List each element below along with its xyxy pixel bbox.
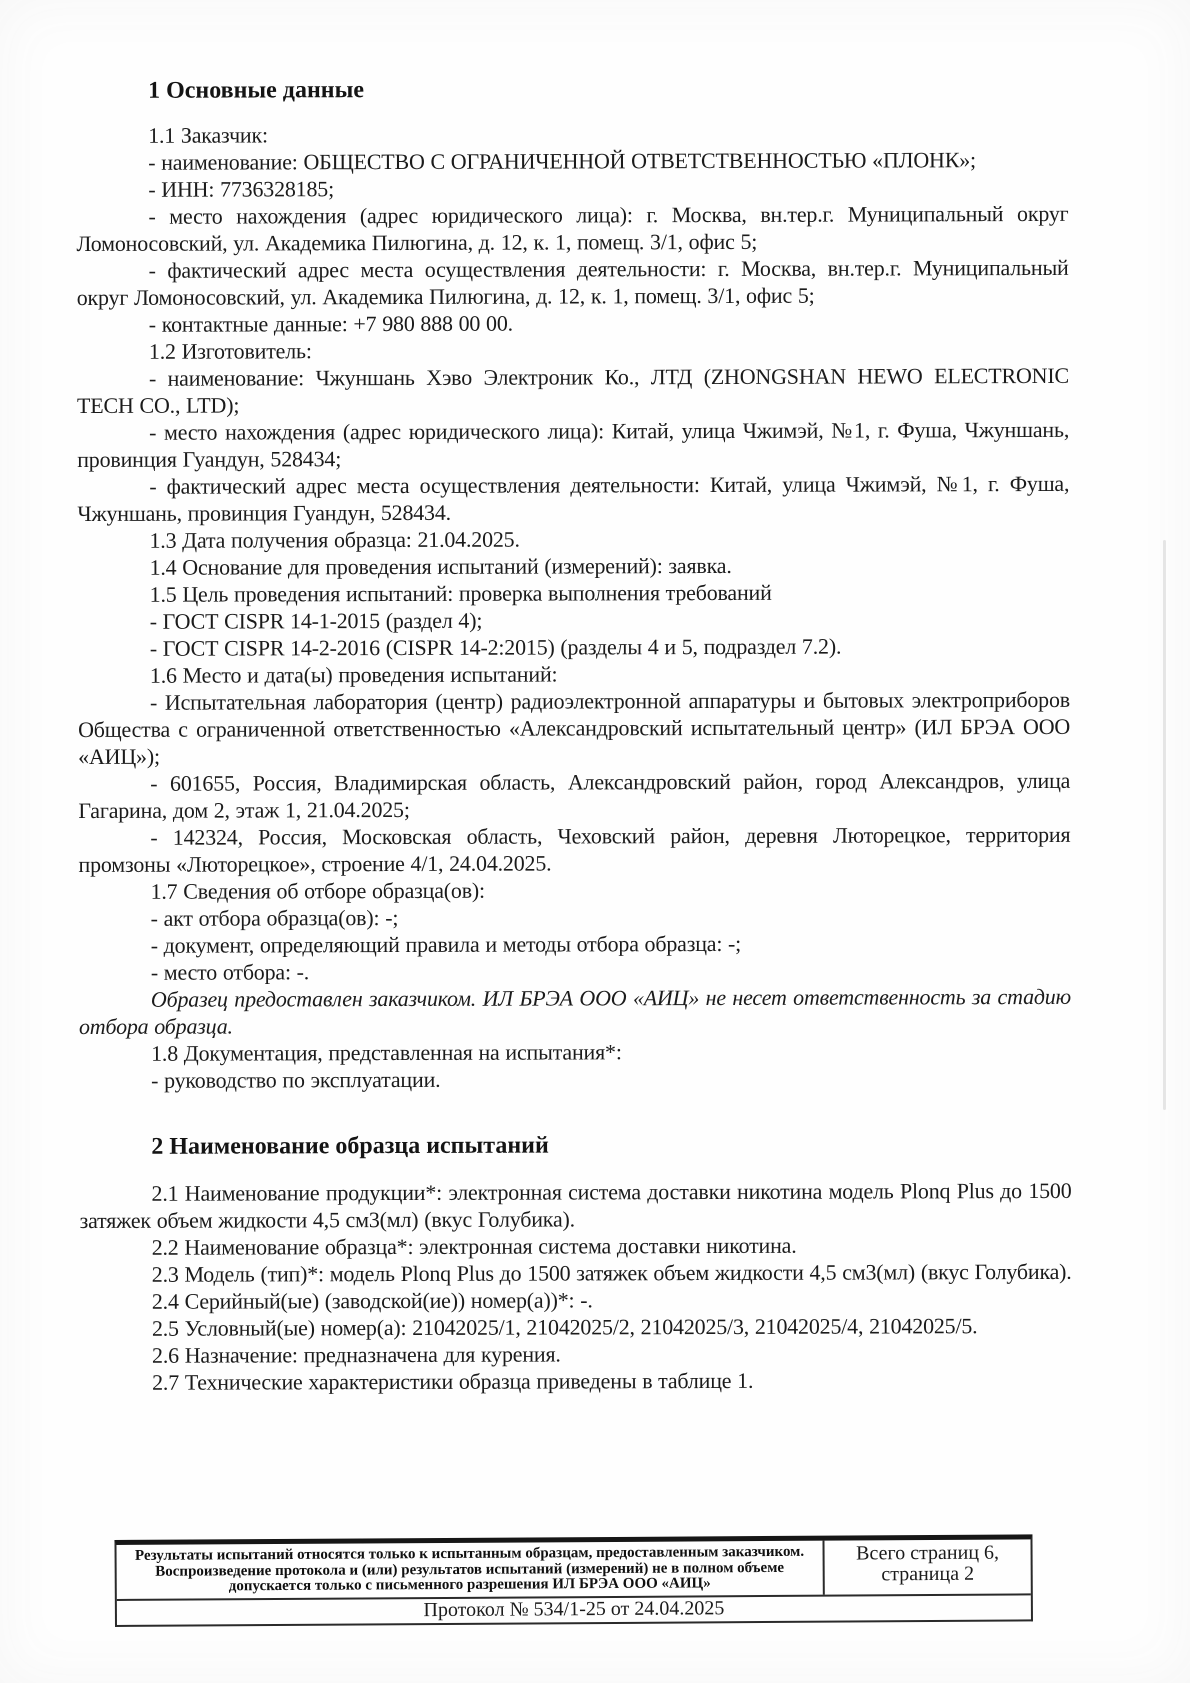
footer-page-info (824, 1539, 1030, 1594)
section-2-heading: 2 Наименование образца испытаний (151, 1132, 549, 1160)
section-1-paragraphs (76, 119, 1071, 986)
paragraph: 2.6 Назначение: предназначена для курения. (151, 1341, 561, 1368)
paragraph: - место отбора: -. (150, 959, 310, 985)
scan-artifact-line (1163, 540, 1166, 1110)
paragraph: 2.7 Технические характеристики образца приведены в таблице 1. (152, 1367, 754, 1395)
page-body (76, 73, 1072, 1396)
footer-pages-line: страница 2 (881, 1562, 975, 1586)
footer-disclaimer-line: допускается только с письменного разрешения ИЛ БРЭА ООО «АИЦ» (228, 1575, 711, 1595)
paragraph: 2.2 Наименование образца*: электронная система доставки никотина. (151, 1232, 797, 1260)
footer-protocol-number: Протокол № 534/1-25 от 24.04.2025 (117, 1593, 1031, 1625)
paragraph: - фактический адрес места осуществления деятельности: г. Москва, вн.тер.г. Муниципальный округ Ломоносовский, ул. Академика Пилюгина, д. 12, к. 1, помещ. 3/1, офис 5; (76, 254, 1069, 310)
section-2-paragraphs (79, 1177, 1072, 1396)
paragraph: 1.3 Дата получения образца: 21.04.2025. (149, 526, 520, 553)
section-1-heading: 1 Основные данные (148, 77, 365, 104)
footer-block (114, 1534, 1033, 1626)
paragraph: - акт отбора образца(ов): -; (150, 904, 399, 931)
paragraph: - Испытательная лаборатория (центр) радиоэлектронной аппаратуры и бытовых электроприборов Общества с ограниченной ответственностью «Александровский испытательный центр» (ИЛ БРЭА ООО «АИЦ»); (78, 686, 1071, 769)
sample-note-italic: Образец предоставлен заказчиком. ИЛ БРЭА ООО «АИЦ» не несет ответственность за стадию отбора образца. (78, 983, 1071, 1039)
paragraph: 1.2 Изготовитель: (148, 338, 312, 364)
paragraph: - контактные данные: +7 980 888 00 00. (148, 310, 513, 337)
paragraph: - 601655, Россия, Владимирская область, Александровский район, город Александров, улица Гагарина, дом 2, этаж 1, 21.04.2025; (78, 767, 1071, 823)
paragraph: 1.5 Цель проведения испытаний: проверка выполнения требований (149, 579, 772, 607)
paragraph: - фактический адрес места осуществления деятельности: Китай, улица Чжимэй, №1, г. Фуша, Чжуншань, провинция Гуандун, 528434. (77, 470, 1070, 526)
paragraph: 1.6 Место и дата(ы) проведения испытаний: (149, 661, 558, 688)
paragraph: 2.3 Модель (тип)*: модель Plonq Plus до 1500 затяжек объем жидкости 4,5 см3(мл) (вкус Голубика). (151, 1258, 1072, 1287)
paragraph: - документ, определяющий правила и методы отбора образца: -; (150, 930, 742, 958)
paragraph: - ГОСТ CISPR 14-1-2015 (раздел 4); (149, 607, 483, 634)
paragraph: - ГОСТ CISPR 14-2-2016 (CISPR 14-2:2015) (разделы 4 и 5, подраздел 7.2). (149, 633, 842, 661)
paragraph: - место нахождения (адрес юридического лица): г. Москва, вн.тер.г. Муниципальный округ Ломоносовский, ул. Академика Пилюгина, д. 12, к. 1, помещ. 3/1, офис 5; (76, 200, 1069, 256)
footer-row-disclaimer (117, 1539, 1031, 1598)
paragraph: - место нахождения (адрес юридического лица): Китай, улица Чжимэй, №1, г. Фуша, Чжуншань, провинция Гуандун, 528434; (77, 416, 1070, 472)
footer-disclaimer-line: Результаты испытаний относятся только к испытанным образцам, предоставленным заказчиком. (134, 1543, 805, 1564)
paragraph: - наименование: Чжуншань Хэво Электроник Ко., ЛТД (ZHONGSHAN HEWO ELECTRONIC TECH CO., LTD); (76, 362, 1069, 418)
section-1-paragraphs-after (79, 1037, 1071, 1094)
paragraph: 2.4 Серийный(ые) (заводской(ие)) номер(а))*: -. (151, 1287, 593, 1314)
footer-disclaimer (117, 1541, 825, 1599)
paragraph: - наименование: ОБЩЕСТВО С ОГРАНИЧЕННОЙ ОТВЕТСТВЕННОСТЬЮ «ПЛОНК»; (148, 147, 976, 175)
paragraph: 2.5 Условный(ые) номер(а): 21042025/1, 21042025/2, 21042025/3, 21042025/4, 21042025/5. (151, 1313, 978, 1341)
paragraph: - ИНН: 7736328185; (148, 176, 335, 202)
paragraph: 1.1 Заказчик: (148, 122, 268, 148)
paragraph: 2.1 Наименование продукции*: электронная система доставки никотина модель Plonq Plus до 1500 затяжек объем жидкости 4,5 см3(мл) (вкус Голубика). (79, 1177, 1072, 1233)
paragraph: - руководство по эксплуатации. (151, 1066, 441, 1093)
paragraph: 1.7 Сведения об отборе образца(ов): (150, 877, 485, 904)
footer-disclaimer-line: Воспроизведение протокола и (или) результатов испытаний (измерений) не в полном объеме (155, 1559, 785, 1580)
footer-pages-line: Всего страниц 6, (856, 1541, 1000, 1565)
paragraph: - 142324, Россия, Московская область, Чеховский район, деревня Люторецкое, территория промзоны «Люторецкое», строение 4/1, 24.04.2025. (78, 821, 1071, 877)
paragraph: 1.8 Документация, представленная на испытания*: (151, 1039, 622, 1066)
paragraph: 1.4 Основание для проведения испытаний (измерений): заявка. (149, 552, 732, 580)
